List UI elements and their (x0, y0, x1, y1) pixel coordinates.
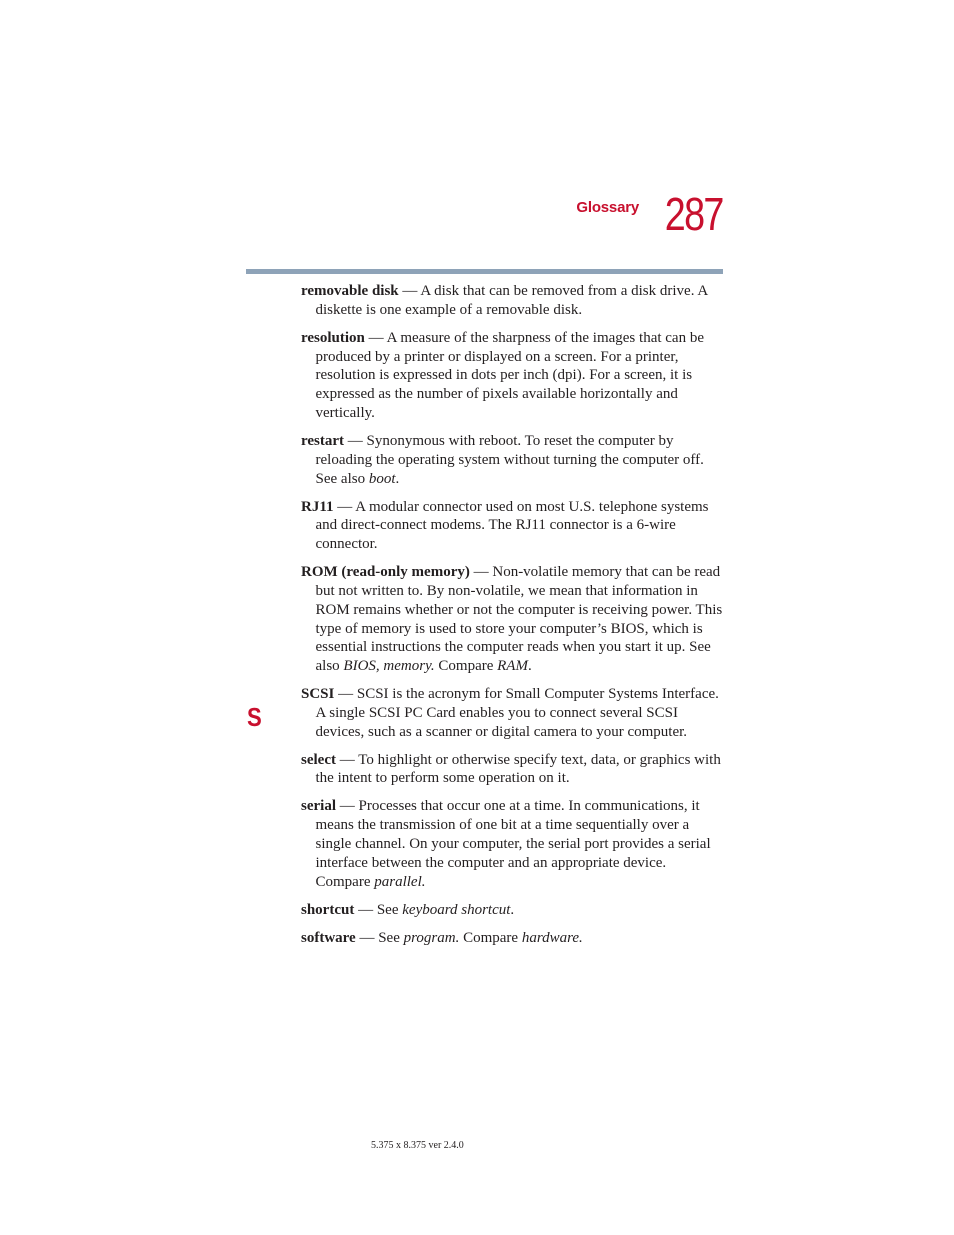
section-title: Glossary (576, 199, 639, 216)
page-number: 287 (664, 188, 723, 240)
entry-term: resolution (301, 329, 365, 346)
entry-term: SCSI (301, 686, 335, 703)
cross-reference: keyboard shortcut (402, 901, 511, 918)
cross-reference: BIOS, memory. (343, 658, 435, 675)
cross-reference: hardware. (521, 929, 583, 946)
glossary-entry (301, 498, 723, 554)
entry-definition: Processes that occur one at a time. In communications, it means the transmission of one bit at a time sequentially over a single channel. On your computer, the serial port provides a serial interface between the computer and an appropriate device. Compare (315, 798, 711, 890)
entry-term: RJ11 (301, 498, 334, 515)
letter-marker: S (247, 702, 262, 732)
cross-reference: parallel. (374, 873, 426, 890)
entry-separator: — (335, 751, 359, 768)
entry-definition: Compare (434, 658, 498, 675)
entry-term: select (301, 751, 336, 768)
entry-definition: . (510, 901, 515, 918)
glossary-entry (301, 685, 723, 741)
entry-separator: — (334, 686, 357, 703)
entry-term: removable disk (301, 283, 399, 299)
entry-separator: — (354, 901, 377, 918)
entry-separator: — (364, 329, 387, 346)
glossary-entry (301, 329, 723, 423)
glossary-entry (301, 797, 723, 891)
glossary-entry (301, 432, 723, 488)
entry-definition: A modular connector used on most U.S. telephone systems and direct-connect modems. The RJ11 connector is a 6-wire connector. (315, 498, 709, 553)
entry-separator: — (355, 929, 379, 946)
entry-definition: Compare (459, 929, 522, 946)
entry-separator: — (336, 798, 359, 815)
entry-definition: See (378, 929, 404, 946)
entry-definition: Synonymous with reboot. To reset the computer by reloading the operating system without turning the computer off. See also (315, 432, 704, 487)
cross-reference: boot (368, 470, 396, 487)
entry-definition: A disk that can be removed from a disk drive. A diskette is one example of a removable disk. (315, 283, 708, 318)
entry-separator: — (344, 432, 367, 449)
header-rule (246, 269, 723, 274)
entry-definition: A measure of the sharpness of the images that can be produced by a printer or displayed on a screen. For a printer, resolution is expressed in dots per inch (dpi). For a screen, it is expressed as the number of pixels available horizontally and vertically. (315, 329, 704, 421)
entry-definition: To highlight or otherwise specify text, data, or graphics with the intent to perform some operation on it. (315, 751, 721, 787)
cross-reference: program. (403, 929, 460, 946)
entry-separator: — (398, 283, 421, 299)
glossary-entry (301, 901, 723, 920)
entry-definition: Non-volatile memory that can be read but not written to. By non-volatile, we mean that information in ROM remains whether or not the computer is receiving power. This type of memory is used to store your computer’s BIOS, which is essential instructions the computer reads when you start it up. See also (315, 564, 723, 675)
entry-term: serial (301, 798, 336, 815)
entry-separator: — (333, 498, 356, 515)
footer-version: 5.375 x 8.375 ver 2.4.0 (371, 1140, 464, 1151)
glossary-entry (301, 282, 723, 320)
entry-definition: See (376, 901, 403, 918)
entry-term: shortcut (301, 901, 355, 918)
glossary-entry (301, 929, 723, 948)
glossary-entry (301, 751, 723, 789)
entry-definition: SCSI is the acronym for Small Computer Systems Interface. A single SCSI PC Card enables you to connect several SCSI devices, such as a scanner or digital camera to your computer. (315, 686, 719, 740)
glossary-entry (301, 563, 723, 676)
entry-term: restart (301, 432, 345, 449)
entry-definition: . (527, 658, 532, 675)
cross-reference: RAM (497, 658, 528, 675)
glossary-entries (301, 282, 723, 957)
entry-definition: . (395, 470, 400, 487)
entry-separator: — (469, 564, 493, 581)
entry-term: ROM (read-only memory) (301, 564, 470, 581)
entry-term: software (301, 929, 356, 946)
